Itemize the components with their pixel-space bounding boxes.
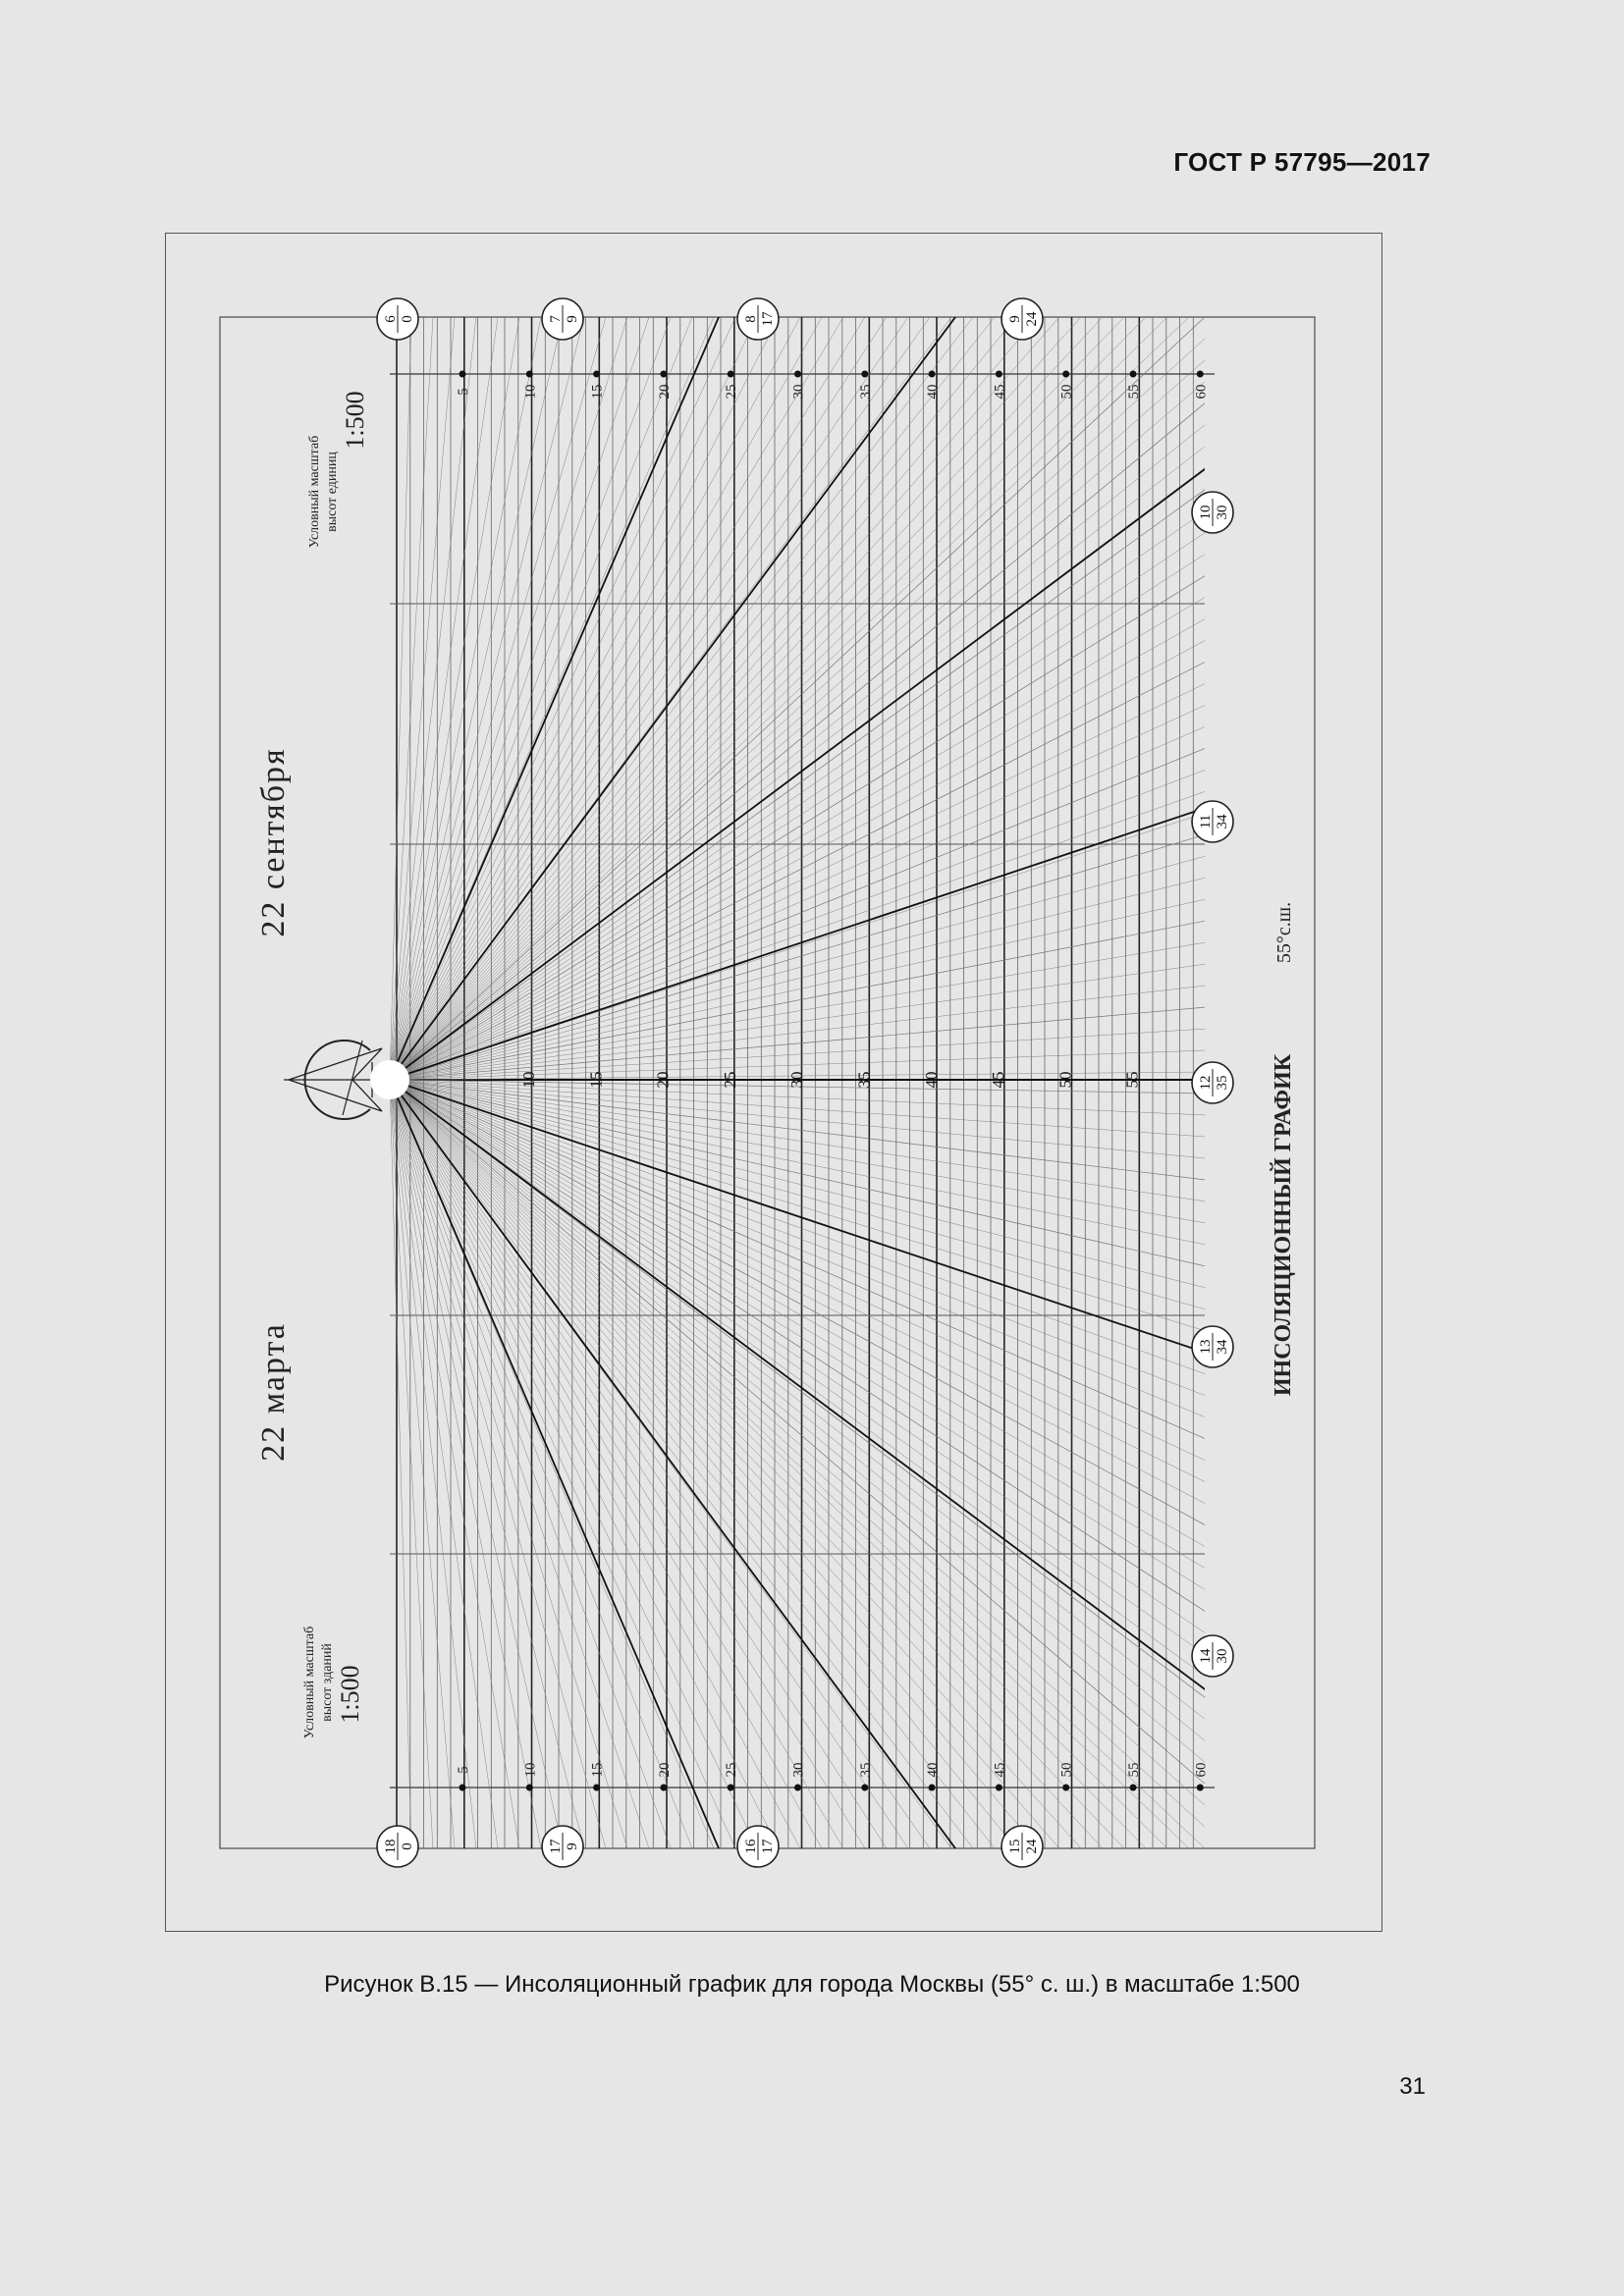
- fan-ray: [390, 234, 1383, 1080]
- fan-ray: [390, 1080, 1383, 1663]
- fan-ray: [390, 1080, 1383, 1933]
- fan-ray: [390, 1080, 637, 1933]
- height-mark-label: 40: [925, 384, 942, 400]
- time-label-bottom: [377, 1826, 418, 1867]
- fan-ray: [390, 234, 1383, 1080]
- date-bottom-label: 22 марта: [255, 1322, 292, 1462]
- fan-ray: [390, 1080, 1383, 1933]
- fan-ray: [390, 234, 473, 1080]
- fan-ray: [390, 1080, 1383, 1933]
- fan-ray: [390, 1080, 958, 1933]
- height-mark-label: 45: [992, 1762, 1008, 1778]
- fan-ray: [390, 1080, 1383, 1933]
- time-hour: 10: [1198, 505, 1214, 520]
- fan-ray: [390, 1080, 719, 1933]
- height-mark-label: 15: [589, 1762, 606, 1778]
- height-mark-dot: [1130, 1785, 1137, 1791]
- fan-ray: [390, 1080, 1383, 1285]
- origin-point: [370, 1060, 409, 1099]
- fan-ray: [390, 1080, 1383, 1933]
- fan-ray: [390, 234, 1383, 1080]
- scale-note-top-line2: высот единиц: [325, 452, 340, 532]
- fan-ray: [390, 1051, 1383, 1080]
- fan-ray: [390, 234, 1383, 1080]
- time-hour: 6: [383, 315, 399, 323]
- fan-ray: [390, 371, 1383, 1080]
- fan-ray: [390, 1080, 1383, 1933]
- fan-ray: [390, 234, 1383, 1080]
- standard-id: ГОСТ Р 57795—2017: [1173, 147, 1431, 177]
- height-mark-dot: [1197, 371, 1204, 378]
- fan-ray: [390, 974, 1383, 1080]
- fan-ray: [390, 234, 1383, 1080]
- height-mark-label: 35: [857, 384, 874, 400]
- hour-ray: [390, 1080, 1383, 1933]
- fan-ray: [390, 742, 1383, 1080]
- fan-ray: [390, 234, 1383, 1080]
- height-mark-dot: [660, 1785, 667, 1791]
- fan-ray: [390, 234, 1383, 1080]
- height-mark-label: 15: [589, 384, 606, 400]
- height-mark-label: 30: [790, 1762, 807, 1778]
- page-number: 31: [1399, 2073, 1426, 2100]
- fan-ray: [390, 1080, 1383, 1933]
- axis-mark-label: 45: [989, 1071, 1008, 1089]
- height-mark-label: 50: [1058, 384, 1075, 400]
- fan-ray: [390, 1080, 1383, 1515]
- figure-caption: Рисунок В.15 — Инсоляционный график для города Москвы (55° с. ш.) в масштабе 1:500: [324, 1971, 1300, 1998]
- chart-title: ИНСОЛЯЦИОННЫЙ ГРАФИК: [1271, 1053, 1296, 1397]
- fan-ray: [390, 234, 1383, 1080]
- time-label-top: [377, 298, 418, 340]
- fan-ray: [390, 234, 1383, 1080]
- height-mark-dot: [460, 1785, 466, 1791]
- time-hour: 12: [1198, 1075, 1214, 1091]
- fan-ray: [390, 234, 1383, 1080]
- height-mark-label: 25: [724, 384, 740, 400]
- latitude-label: 55°с.ш.: [1273, 901, 1295, 964]
- height-mark-label: 35: [857, 1762, 874, 1778]
- fan-ray: [390, 234, 1383, 1080]
- time-hour: 17: [548, 1839, 564, 1854]
- fan-ray: [390, 1080, 1383, 1933]
- height-mark-label: 30: [790, 384, 807, 400]
- fan-ray: [390, 234, 1383, 1080]
- time-minute: 30: [1215, 1648, 1230, 1664]
- fan-ray: [390, 1080, 1383, 1933]
- hour-ray: [390, 234, 1383, 1080]
- fan-ray: [390, 1080, 1383, 1933]
- time-hour: 18: [383, 1839, 399, 1854]
- fan-ray: [390, 234, 1383, 1080]
- fan-ray: [390, 1080, 1383, 1589]
- height-mark-dot: [660, 371, 667, 378]
- fan-ray: [390, 1080, 1383, 1933]
- fan-ray: [390, 1080, 1383, 1933]
- fan-ray: [390, 1080, 1383, 1933]
- time-minute: 34: [1215, 1339, 1230, 1355]
- fan-ray: [390, 234, 1383, 1080]
- height-mark-dot: [861, 371, 868, 378]
- height-mark-label: 45: [992, 384, 1008, 400]
- fan-ray: [390, 1080, 1383, 1933]
- time-minute: 17: [760, 1839, 776, 1854]
- time-label-right: [1192, 492, 1233, 533]
- fan-ray: [390, 234, 1383, 1080]
- fan-ray: [390, 1080, 1383, 1933]
- fan-ray: [390, 1080, 1383, 1933]
- time-label-right: [1192, 1326, 1233, 1367]
- chart-rays: [390, 234, 1383, 1933]
- fan-ray: [390, 1080, 1383, 1933]
- height-mark-label: 40: [925, 1762, 942, 1778]
- fan-ray: [390, 1080, 1383, 1933]
- height-mark-dot: [996, 1785, 1002, 1791]
- time-hour: 8: [743, 315, 759, 323]
- fan-ray: [390, 1080, 1383, 1933]
- fan-ray: [390, 234, 1383, 1080]
- fan-ray: [390, 591, 1383, 1080]
- fan-ray: [390, 234, 1383, 1080]
- fan-ray: [390, 1080, 1383, 1933]
- fan-ray: [390, 1080, 1383, 1933]
- fan-ray: [390, 1080, 1383, 1933]
- fan-ray: [390, 234, 962, 1080]
- axis-mark-label: 25: [720, 1071, 739, 1089]
- axis-mark-label: 55: [1122, 1071, 1142, 1089]
- fan-ray: [390, 666, 1383, 1080]
- height-mark-dot: [460, 371, 466, 378]
- fan-ray: [390, 1080, 1383, 1933]
- fan-ray: [390, 234, 1383, 1080]
- fan-ray: [390, 1080, 1383, 1933]
- height-mark-dot: [929, 1785, 936, 1791]
- hour-ray: [390, 234, 1383, 1080]
- fan-ray: [390, 234, 1383, 1080]
- fan-ray: [390, 234, 1383, 1080]
- axis-mark-label: 15: [586, 1071, 606, 1089]
- height-mark-dot: [1130, 371, 1137, 378]
- fan-ray: [390, 234, 1383, 1080]
- fan-ray: [390, 234, 1383, 1080]
- fan-ray: [390, 234, 1383, 1080]
- axis-mark-label: 10: [519, 1071, 538, 1089]
- time-label-right: [1192, 801, 1233, 842]
- height-mark-dot: [861, 1785, 868, 1791]
- fan-ray: [390, 234, 1383, 1080]
- fan-ray: [390, 234, 1383, 1080]
- height-mark-label: 20: [656, 1762, 673, 1778]
- height-mark-label: 60: [1193, 384, 1210, 400]
- fan-ray: [390, 234, 1383, 1080]
- time-label-right: [1192, 1062, 1233, 1103]
- fan-ray: [390, 234, 1383, 1080]
- fan-ray: [390, 234, 1383, 1080]
- fan-ray: [390, 234, 1266, 1080]
- hour-ray: [390, 1080, 1383, 1933]
- height-mark-dot: [929, 371, 936, 378]
- fan-ray: [390, 234, 1383, 1080]
- fan-ray: [390, 234, 1383, 1080]
- height-mark-label: 50: [1058, 1762, 1075, 1778]
- fan-ray: [390, 234, 1383, 1080]
- height-mark-label: 25: [724, 1762, 740, 1778]
- height-mark-dot: [996, 371, 1002, 378]
- time-label-right: [1192, 1635, 1233, 1677]
- axis-mark-label: 20: [653, 1071, 673, 1089]
- fan-ray: [390, 1080, 1383, 1933]
- fan-ray: [390, 234, 1383, 1080]
- time-minute: 0: [400, 315, 415, 323]
- fan-ray: [390, 1080, 1383, 1933]
- fan-ray: [390, 1080, 1383, 1933]
- fan-ray: [390, 1080, 1383, 1933]
- time-hour: 7: [548, 315, 564, 323]
- fan-ray: [390, 234, 1383, 1080]
- height-mark-dot: [728, 1785, 734, 1791]
- height-mark-dot: [1062, 371, 1069, 378]
- height-mark-label: 5: [456, 1766, 471, 1774]
- height-mark-label: 55: [1126, 384, 1142, 400]
- fan-ray: [390, 234, 1383, 1080]
- fan-ray: [390, 819, 1383, 1080]
- fan-ray: [390, 1080, 1383, 1933]
- fan-ray: [390, 1080, 1383, 1933]
- fan-ray: [390, 234, 1383, 1080]
- fan-ray: [390, 234, 1041, 1080]
- height-mark-dot: [728, 371, 734, 378]
- time-label-top: [1001, 298, 1043, 340]
- time-minute: 30: [1215, 505, 1230, 520]
- height-mark-dot: [526, 371, 533, 378]
- fan-ray: [390, 1080, 1383, 1736]
- scale-top-value: 1:500: [341, 391, 369, 450]
- fan-ray: [390, 1080, 1383, 1207]
- fan-ray: [390, 300, 1383, 1080]
- time-hour: 9: [1007, 315, 1023, 323]
- fan-ray: [390, 234, 1383, 1080]
- time-label-top: [542, 298, 583, 340]
- axis-mark-label: 50: [1056, 1071, 1075, 1089]
- fan-ray: [390, 1080, 1383, 1933]
- hour-ray: [390, 234, 1383, 1080]
- fan-ray: [390, 234, 1383, 1080]
- fan-ray: [390, 234, 1383, 1080]
- scale-note-top-line1: Условный масштаб: [307, 435, 322, 549]
- height-mark-dot: [526, 1785, 533, 1791]
- fan-ray: [390, 1080, 1383, 1933]
- height-mark-dot: [794, 1785, 801, 1791]
- time-minute: 0: [400, 1842, 415, 1850]
- scale-note-bottom-line1: Условный масштаб: [302, 1626, 317, 1739]
- fan-ray: [390, 1080, 1383, 1933]
- time-label-bottom: [1001, 1826, 1043, 1867]
- fan-ray: [390, 1080, 1383, 1933]
- axis-mark-label: 40: [921, 1071, 941, 1089]
- height-mark-label: 5: [456, 388, 471, 396]
- time-minute: 9: [565, 1842, 580, 1850]
- fan-ray: [390, 234, 1383, 1080]
- fan-ray: [390, 1080, 1383, 1933]
- insolation-chart-figure: [165, 233, 1382, 1932]
- height-mark-label: 20: [656, 384, 673, 400]
- fan-ray: [390, 1080, 1383, 1933]
- height-mark-dot: [593, 1785, 600, 1791]
- axis-mark-label: 30: [787, 1071, 807, 1089]
- time-minute: 34: [1215, 814, 1230, 829]
- height-mark-dot: [593, 371, 600, 378]
- time-minute: 35: [1215, 1075, 1230, 1091]
- fan-ray: [390, 1080, 1383, 1933]
- fan-ray: [390, 234, 1383, 1080]
- time-minute: 17: [760, 311, 776, 327]
- fan-ray: [390, 234, 639, 1080]
- fan-ray: [390, 1080, 1383, 1933]
- fan-ray: [390, 1080, 1383, 1933]
- fan-ray: [390, 234, 1383, 1080]
- fan-ray: [390, 1080, 1383, 1362]
- fan-ray: [390, 234, 1383, 1080]
- date-top-label: 22 сентября: [255, 747, 292, 937]
- fan-ray: [390, 1080, 1383, 1878]
- time-label-bottom: [737, 1826, 779, 1867]
- time-hour: 15: [1007, 1839, 1023, 1854]
- insolation-chart: [166, 234, 1383, 1933]
- time-hour: 13: [1198, 1339, 1214, 1355]
- fan-ray: [390, 1080, 472, 1933]
- time-hour: 14: [1198, 1648, 1214, 1664]
- fan-ray: [390, 234, 1383, 1080]
- fan-ray: [390, 234, 1117, 1080]
- height-mark-label: 10: [522, 384, 539, 400]
- fan-ray: [390, 1080, 1383, 1933]
- fan-ray: [390, 234, 1383, 1080]
- height-mark-dot: [1197, 1785, 1204, 1791]
- fan-ray: [390, 1080, 1383, 1933]
- height-mark-label: 60: [1193, 1762, 1210, 1778]
- axis-mark-label: 35: [854, 1071, 874, 1089]
- fan-ray: [390, 234, 1383, 1080]
- scale-bottom-value: 1:500: [336, 1665, 364, 1724]
- fan-ray: [390, 1080, 1383, 1933]
- fan-ray: [390, 1080, 1383, 1933]
- hour-ray: [390, 1080, 1383, 1933]
- fan-ray: [390, 1080, 1383, 1933]
- time-minute: 24: [1024, 1839, 1040, 1854]
- height-mark-label: 55: [1126, 1762, 1142, 1778]
- hour-ray: [390, 1080, 1383, 1933]
- fan-ray: [390, 234, 803, 1080]
- fan-ray: [390, 1080, 1383, 1933]
- time-minute: 24: [1024, 311, 1040, 327]
- time-label-top: [737, 298, 779, 340]
- time-label-bottom: [542, 1826, 583, 1867]
- hour-ray: [390, 234, 1383, 1080]
- height-mark-label: 10: [522, 1762, 539, 1778]
- fan-ray: [390, 234, 1383, 1080]
- fan-ray: [390, 234, 1383, 1080]
- fan-ray: [390, 1080, 1383, 1933]
- height-mark-dot: [1062, 1785, 1069, 1791]
- fan-ray: [390, 1080, 1383, 1933]
- time-hour: 11: [1198, 814, 1214, 829]
- fan-ray: [390, 234, 722, 1080]
- height-mark-dot: [794, 371, 801, 378]
- scale-note-bottom-line2: высот зданий: [320, 1643, 335, 1722]
- fan-ray: [390, 234, 1383, 1080]
- fan-ray: [390, 1080, 1260, 1933]
- time-hour: 16: [743, 1839, 759, 1854]
- time-minute: 9: [565, 315, 580, 323]
- fan-ray: [390, 1080, 1383, 1933]
- fan-ray: [390, 444, 1383, 1081]
- fan-ray: [390, 1080, 1383, 1933]
- fan-ray: [390, 1080, 1383, 1933]
- fan-ray: [390, 234, 1383, 1080]
